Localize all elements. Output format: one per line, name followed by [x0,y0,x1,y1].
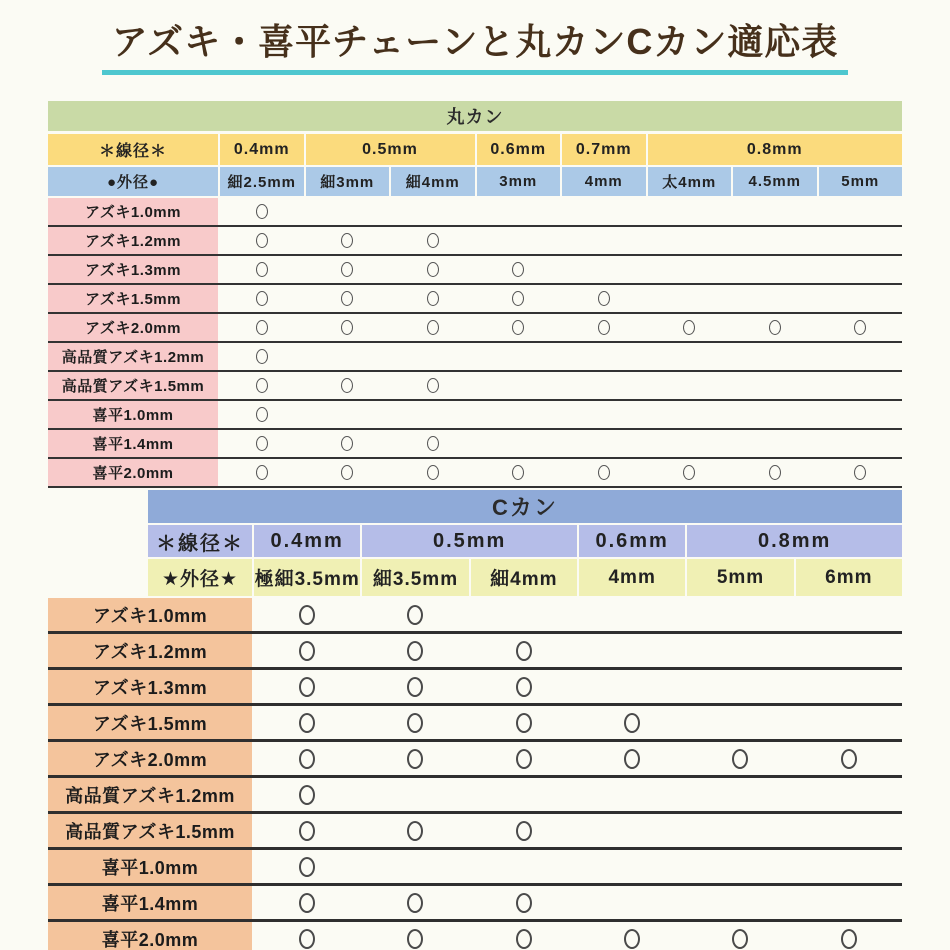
marukan-compat-cell [562,285,646,312]
ckan-compat-cell [796,850,902,883]
ckan-compat-cell [796,886,902,919]
marukan-chain-label: 喜平2.0mm [48,459,218,486]
marukan-compat-cell [648,372,732,399]
marukan-chain-label: アズキ1.5mm [48,285,218,312]
marukan-compat-cell [648,314,732,341]
ckan-chain-row [48,598,902,634]
marukan-compat-cell [733,430,817,457]
marukan-wire-size: 0.7mm [562,134,646,165]
ckan-compat-cell [796,814,902,847]
marukan-compat-cell [648,459,732,486]
ckan-chain-row [48,886,902,922]
circle-mark-icon [407,605,423,625]
ckan-compat-cell [687,742,793,775]
circle-mark-icon [407,713,423,733]
ckan-outer-label: ★外径★ [148,559,252,596]
marukan-compat-cell [477,401,561,428]
ckan-table-header [148,490,902,596]
marukan-chain-row [48,401,902,430]
circle-mark-icon [598,320,610,335]
circle-mark-icon [299,749,315,769]
ckan-compat-cell [796,634,902,667]
circle-mark-icon [512,262,524,277]
marukan-outer-size: 太4mm [648,167,732,196]
ckan-compat-cell [796,598,902,631]
circle-mark-icon [341,291,353,306]
marukan-compat-cell [391,401,475,428]
ckan-compat-cell [796,778,902,811]
ckan-compat-cell [471,814,577,847]
circle-mark-icon [516,713,532,733]
marukan-chain-label: アズキ1.2mm [48,227,218,254]
marukan-compat-cell [306,372,390,399]
marukan-compat-cell [819,256,903,283]
ckan-compat-cell [579,814,685,847]
ckan-wire-row [148,525,902,557]
circle-mark-icon [256,349,268,364]
circle-mark-icon [341,320,353,335]
marukan-outer-row [48,167,902,196]
marukan-compat-cell [733,372,817,399]
ckan-compat-cell [687,850,793,883]
ckan-chain-label: アズキ1.3mm [48,670,252,703]
marukan-compat-cell [306,198,390,225]
circle-mark-icon [341,436,353,451]
circle-mark-icon [256,407,268,422]
marukan-compat-cell [306,343,390,370]
marukan-compat-cell [306,401,390,428]
circle-mark-icon [512,465,524,480]
marukan-compat-cell [562,343,646,370]
ckan-compat-cell [687,634,793,667]
ckan-compat-cell [254,886,360,919]
marukan-compat-cell [391,198,475,225]
circle-mark-icon [512,320,524,335]
circle-mark-icon [732,749,748,769]
ckan-chain-label: 喜平2.0mm [48,922,252,950]
marukan-table [48,101,902,488]
marukan-compat-cell [562,227,646,254]
circle-mark-icon [256,320,268,335]
marukan-chain-label: アズキ1.0mm [48,198,218,225]
marukan-compat-cell [306,430,390,457]
circle-mark-icon [256,436,268,451]
ckan-chain-label: アズキ1.5mm [48,706,252,739]
ckan-outer-size: 5mm [687,559,793,596]
ckan-compat-cell [471,598,577,631]
marukan-compat-cell [306,256,390,283]
marukan-chain-label: 喜平1.0mm [48,401,218,428]
marukan-wire-label: ＊線径＊ [48,134,218,165]
marukan-compat-cell [819,198,903,225]
ckan-chain-row [48,922,902,950]
ckan-compat-cell [471,670,577,703]
marukan-compat-cell [648,285,732,312]
circle-mark-icon [407,749,423,769]
circle-mark-icon [854,465,866,480]
circle-mark-icon [407,821,423,841]
ckan-chain-label: 高品質アズキ1.2mm [48,778,252,811]
circle-mark-icon [299,821,315,841]
marukan-compat-cell [733,198,817,225]
ckan-wire-size: 0.6mm [579,525,685,557]
marukan-compat-cell [733,343,817,370]
ckan-compat-cell [579,670,685,703]
ckan-compat-cell [687,886,793,919]
ckan-compat-cell [471,706,577,739]
marukan-compat-cell [477,256,561,283]
ckan-compat-cell [254,850,360,883]
ckan-chain-label: 喜平1.0mm [48,850,252,883]
circle-mark-icon [598,291,610,306]
ckan-chain-label: アズキ1.0mm [48,598,252,631]
marukan-compat-cell [819,372,903,399]
marukan-compat-cell [306,227,390,254]
ckan-compat-cell [796,742,902,775]
ckan-chain-label: アズキ2.0mm [48,742,252,775]
circle-mark-icon [341,233,353,248]
marukan-table-title: 丸カン [48,101,902,131]
ckan-compat-cell [362,742,468,775]
ckan-compat-cell [471,778,577,811]
ckan-compat-cell [254,706,360,739]
marukan-chain-row [48,198,902,227]
circle-mark-icon [256,465,268,480]
ckan-compat-cell [362,850,468,883]
marukan-compat-cell [391,314,475,341]
marukan-compat-cell [220,401,304,428]
ckan-wire-size: 0.8mm [687,525,902,557]
marukan-chain-row [48,314,902,343]
ckan-outer-size: 6mm [796,559,902,596]
marukan-compat-cell [477,198,561,225]
ckan-compat-cell [362,706,468,739]
circle-mark-icon [256,204,268,219]
marukan-compat-cell [391,430,475,457]
circle-mark-icon [427,291,439,306]
circle-mark-icon [427,233,439,248]
ckan-compat-cell [254,922,360,950]
marukan-compat-cell [648,430,732,457]
marukan-chain-label: アズキ2.0mm [48,314,218,341]
circle-mark-icon [516,893,532,913]
marukan-compat-cell [391,343,475,370]
circle-mark-icon [407,893,423,913]
circle-mark-icon [624,749,640,769]
circle-mark-icon [769,320,781,335]
marukan-chain-row [48,256,902,285]
circle-mark-icon [299,641,315,661]
circle-mark-icon [407,929,423,949]
circle-mark-icon [516,821,532,841]
circle-mark-icon [854,320,866,335]
ckan-outer-size: 細3.5mm [362,559,468,596]
ckan-compat-cell [796,922,902,950]
marukan-body [48,198,902,488]
circle-mark-icon [598,465,610,480]
marukan-compat-cell [220,459,304,486]
circle-mark-icon [427,320,439,335]
circle-mark-icon [624,713,640,733]
ckan-compat-cell [687,706,793,739]
ckan-body [48,598,902,950]
ckan-wire-label: ＊線径＊ [148,525,252,557]
circle-mark-icon [341,465,353,480]
circle-mark-icon [299,785,315,805]
ckan-chain-row [48,814,902,850]
circle-mark-icon [683,320,695,335]
marukan-compat-cell [220,343,304,370]
marukan-compat-cell [648,198,732,225]
ckan-compat-cell [687,598,793,631]
circle-mark-icon [427,378,439,393]
marukan-wire-size: 0.5mm [306,134,475,165]
ckan-compat-cell [579,850,685,883]
ckan-outer-size: 細4mm [471,559,577,596]
ckan-compat-cell [579,886,685,919]
ckan-compat-cell [579,778,685,811]
marukan-compat-cell [562,430,646,457]
marukan-compat-cell [819,285,903,312]
ckan-outer-size: 4mm [579,559,685,596]
ckan-compat-cell [796,706,902,739]
ckan-compat-cell [579,598,685,631]
ckan-chain-label: 喜平1.4mm [48,886,252,919]
marukan-compat-cell [819,459,903,486]
circle-mark-icon [299,929,315,949]
circle-mark-icon [427,262,439,277]
marukan-compat-cell [477,227,561,254]
circle-mark-icon [841,749,857,769]
marukan-outer-size: 細3mm [306,167,390,196]
marukan-wire-size: 0.6mm [477,134,561,165]
marukan-compat-cell [391,459,475,486]
marukan-compat-cell [819,343,903,370]
marukan-compat-cell [648,401,732,428]
circle-mark-icon [516,749,532,769]
marukan-compat-cell [306,459,390,486]
marukan-outer-size: 3mm [477,167,561,196]
marukan-chain-row [48,285,902,314]
marukan-compat-cell [220,198,304,225]
ckan-compat-cell [362,886,468,919]
marukan-chain-row [48,227,902,256]
circle-mark-icon [516,929,532,949]
marukan-compat-cell [562,256,646,283]
marukan-compat-cell [733,256,817,283]
ckan-compat-cell [254,634,360,667]
marukan-compat-cell [220,314,304,341]
marukan-chain-row [48,430,902,459]
circle-mark-icon [256,291,268,306]
ckan-compat-cell [471,922,577,950]
ckan-compat-cell [254,814,360,847]
marukan-compat-cell [220,256,304,283]
ckan-compat-cell [362,778,468,811]
circle-mark-icon [512,291,524,306]
ckan-chain-row [48,850,902,886]
ckan-compat-cell [362,598,468,631]
circle-mark-icon [407,677,423,697]
marukan-compat-cell [306,285,390,312]
marukan-compat-cell [220,372,304,399]
marukan-compat-cell [648,256,732,283]
ckan-compat-cell [254,778,360,811]
ckan-compat-cell [579,706,685,739]
circle-mark-icon [624,929,640,949]
circle-mark-icon [427,436,439,451]
circle-mark-icon [427,465,439,480]
marukan-compat-cell [562,198,646,225]
marukan-compat-cell [733,285,817,312]
marukan-compat-cell [562,372,646,399]
circle-mark-icon [299,677,315,697]
circle-mark-icon [299,605,315,625]
marukan-chain-row [48,372,902,401]
circle-mark-icon [516,677,532,697]
marukan-compat-cell [648,343,732,370]
marukan-compat-cell [220,227,304,254]
marukan-chain-label: 高品質アズキ1.5mm [48,372,218,399]
circle-mark-icon [683,465,695,480]
ckan-compat-cell [254,742,360,775]
ckan-compat-cell [579,742,685,775]
marukan-outer-size: 細2.5mm [220,167,304,196]
marukan-compat-cell [819,227,903,254]
circle-mark-icon [299,713,315,733]
ckan-chain-row [48,670,902,706]
ckan-compat-cell [362,670,468,703]
marukan-chain-row [48,459,902,488]
marukan-compat-cell [733,227,817,254]
ckan-compat-cell [579,634,685,667]
ckan-chain-label: 高品質アズキ1.5mm [48,814,252,847]
ckan-compat-cell [362,922,468,950]
marukan-compat-cell [562,459,646,486]
circle-mark-icon [732,929,748,949]
ckan-wire-size: 0.5mm [362,525,577,557]
marukan-compat-cell [733,314,817,341]
ckan-compat-cell [796,670,902,703]
marukan-outer-size: 4mm [562,167,646,196]
marukan-compat-cell [477,372,561,399]
marukan-compat-cell [819,430,903,457]
marukan-compat-cell [733,401,817,428]
ckan-compat-cell [687,670,793,703]
circle-mark-icon [516,641,532,661]
marukan-compat-cell [819,314,903,341]
ckan-compat-cell [362,814,468,847]
marukan-compat-cell [391,256,475,283]
marukan-chain-label: 喜平1.4mm [48,430,218,457]
ckan-table [0,490,950,950]
marukan-wire-size: 0.8mm [648,134,903,165]
ckan-chain-label: アズキ1.2mm [48,634,252,667]
circle-mark-icon [341,262,353,277]
ckan-compat-cell [687,814,793,847]
title-block [0,14,950,75]
marukan-chain-label: 高品質アズキ1.2mm [48,343,218,370]
ckan-compat-cell [254,598,360,631]
ckan-chain-row [48,634,902,670]
ckan-outer-size: 極細3.5mm [254,559,360,596]
ckan-compat-cell [471,886,577,919]
circle-mark-icon [299,893,315,913]
circle-mark-icon [256,262,268,277]
ckan-compat-cell [471,850,577,883]
marukan-compat-cell [477,285,561,312]
ckan-compat-cell [579,922,685,950]
circle-mark-icon [341,378,353,393]
ckan-compat-cell [471,742,577,775]
marukan-compat-cell [562,314,646,341]
ckan-compat-cell [362,634,468,667]
marukan-compat-cell [220,285,304,312]
ckan-compat-cell [254,670,360,703]
marukan-compat-cell [477,459,561,486]
page-title: アズキ・喜平チェーンと丸カンCカン適応表 [102,14,849,75]
marukan-outer-size: 4.5mm [733,167,817,196]
marukan-compat-cell [648,227,732,254]
ckan-chain-row [48,706,902,742]
circle-mark-icon [769,465,781,480]
marukan-compat-cell [562,401,646,428]
marukan-compat-cell [819,401,903,428]
ckan-compat-cell [687,778,793,811]
marukan-outer-size: 5mm [819,167,903,196]
marukan-compat-cell [306,314,390,341]
ckan-table-title: Cカン [148,490,902,523]
marukan-wire-size: 0.4mm [220,134,304,165]
ckan-wire-size: 0.4mm [254,525,360,557]
ckan-outer-row [148,559,902,596]
marukan-compat-cell [477,314,561,341]
marukan-compat-cell [220,430,304,457]
circle-mark-icon [256,233,268,248]
ckan-compat-cell [471,634,577,667]
marukan-outer-label: ●外径● [48,167,218,196]
marukan-compat-cell [391,372,475,399]
ckan-compat-cell [687,922,793,950]
marukan-chain-row [48,343,902,372]
marukan-compat-cell [733,459,817,486]
marukan-compat-cell [391,285,475,312]
circle-mark-icon [299,857,315,877]
circle-mark-icon [256,378,268,393]
ckan-chain-row [48,742,902,778]
marukan-compat-cell [391,227,475,254]
marukan-compat-cell [477,430,561,457]
circle-mark-icon [841,929,857,949]
marukan-outer-size: 細4mm [391,167,475,196]
marukan-compat-cell [477,343,561,370]
ckan-chain-row [48,778,902,814]
marukan-wire-row [48,134,902,165]
circle-mark-icon [407,641,423,661]
marukan-chain-label: アズキ1.3mm [48,256,218,283]
